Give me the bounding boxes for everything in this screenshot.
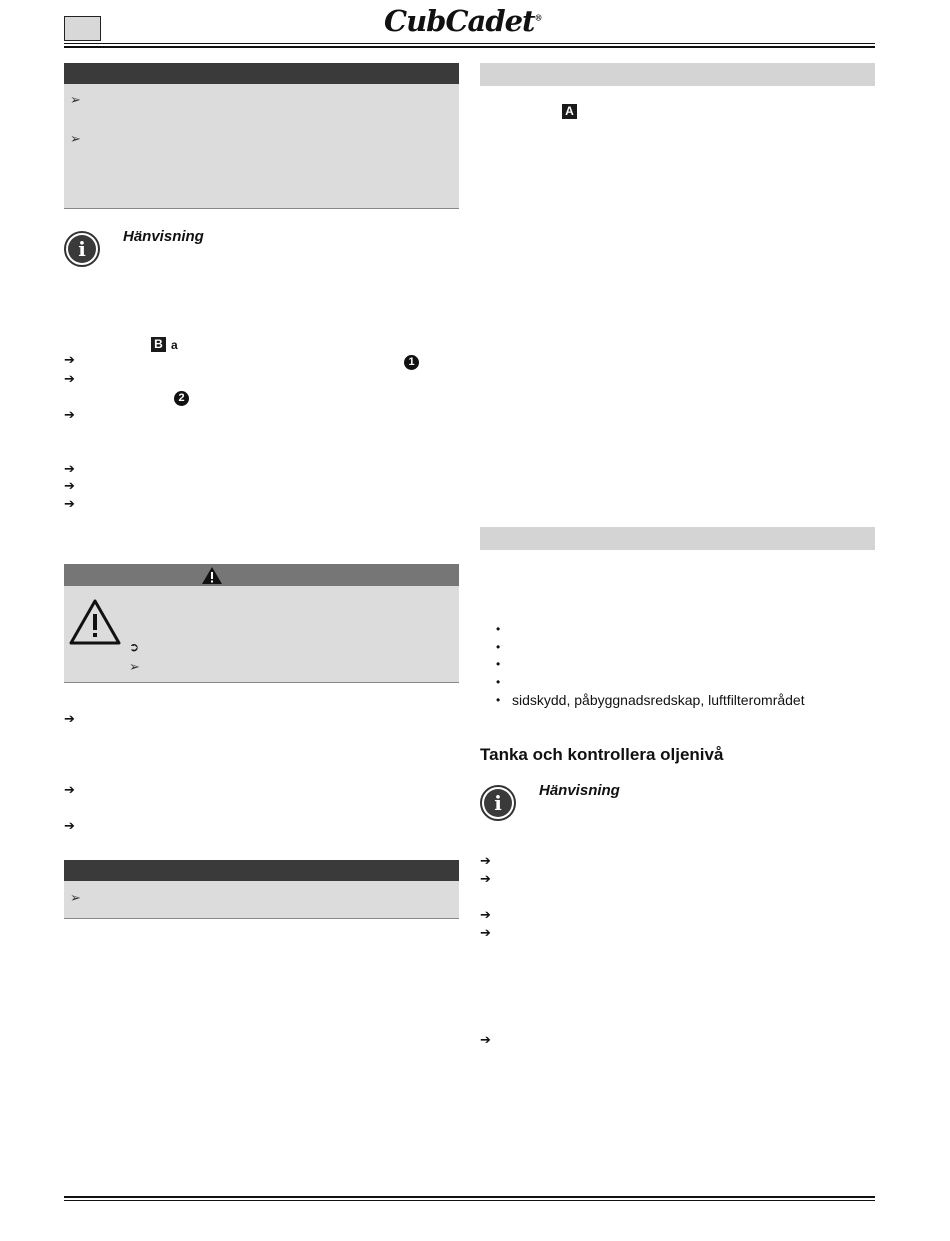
bullet-text: sidskydd, påbyggnadsredskap, luftfilterområdet	[512, 692, 805, 708]
arrow-icon: ➔	[64, 353, 75, 368]
footer-rule-top	[64, 1196, 875, 1198]
arrow-icon: ➔	[64, 783, 75, 798]
arrow-icon: ➔	[480, 926, 491, 941]
section-bar-2	[64, 860, 459, 881]
arrow-icon: ➔	[64, 819, 75, 834]
triangle-icon: ➢	[70, 132, 81, 147]
figure-ref-suffix: a	[171, 338, 178, 352]
info-icon: i	[64, 231, 100, 267]
arrow-icon: ➔	[64, 408, 75, 423]
header-rule-bottom	[64, 46, 875, 48]
info-icon: i	[480, 785, 516, 821]
bullet-icon: •	[496, 693, 501, 707]
figure-ref-a: A	[562, 104, 577, 119]
arrow-icon: ➔	[480, 854, 491, 869]
arrow-icon: ➔	[64, 462, 75, 477]
warning-icon	[68, 598, 122, 646]
bullet-icon: •	[496, 622, 501, 636]
warning-icon	[201, 566, 223, 585]
footer-rule-bottom	[64, 1200, 875, 1201]
arrow-icon: ➔	[480, 1033, 491, 1048]
warning-panel	[64, 586, 459, 683]
arrow-circle-icon: ➲	[129, 640, 140, 654]
arrow-icon: ➔	[64, 479, 75, 494]
marker-2: 2	[174, 391, 189, 406]
marker-1: 1	[404, 355, 419, 370]
header-rule-top	[64, 43, 875, 44]
arrow-icon: ➔	[64, 712, 75, 727]
warning-bar	[64, 564, 459, 586]
triangle-icon: ➢	[129, 660, 140, 675]
arrow-icon: ➔	[64, 497, 75, 512]
note-title: Hänvisning	[123, 228, 204, 245]
instruction-panel-1	[64, 84, 459, 209]
arrow-icon: ➔	[480, 908, 491, 923]
section-bar-right-1	[480, 63, 875, 86]
bullet-icon: •	[496, 657, 501, 671]
figure-ref-b: B	[151, 337, 166, 352]
section-bar-right-2	[480, 527, 875, 550]
bullet-icon: •	[496, 675, 501, 689]
brand-logo: CubCadet®	[384, 4, 542, 38]
triangle-icon: ➢	[70, 891, 81, 906]
section-bar-1	[64, 63, 459, 84]
instruction-panel-2	[64, 881, 459, 919]
bullet-icon: •	[496, 640, 501, 654]
triangle-icon: ➢	[70, 93, 81, 108]
arrow-icon: ➔	[480, 872, 491, 887]
language-box	[64, 16, 101, 41]
note-title: Hänvisning	[539, 782, 620, 799]
section-heading: Tanka och kontrollera oljenivå	[480, 745, 724, 764]
arrow-icon: ➔	[64, 372, 75, 387]
